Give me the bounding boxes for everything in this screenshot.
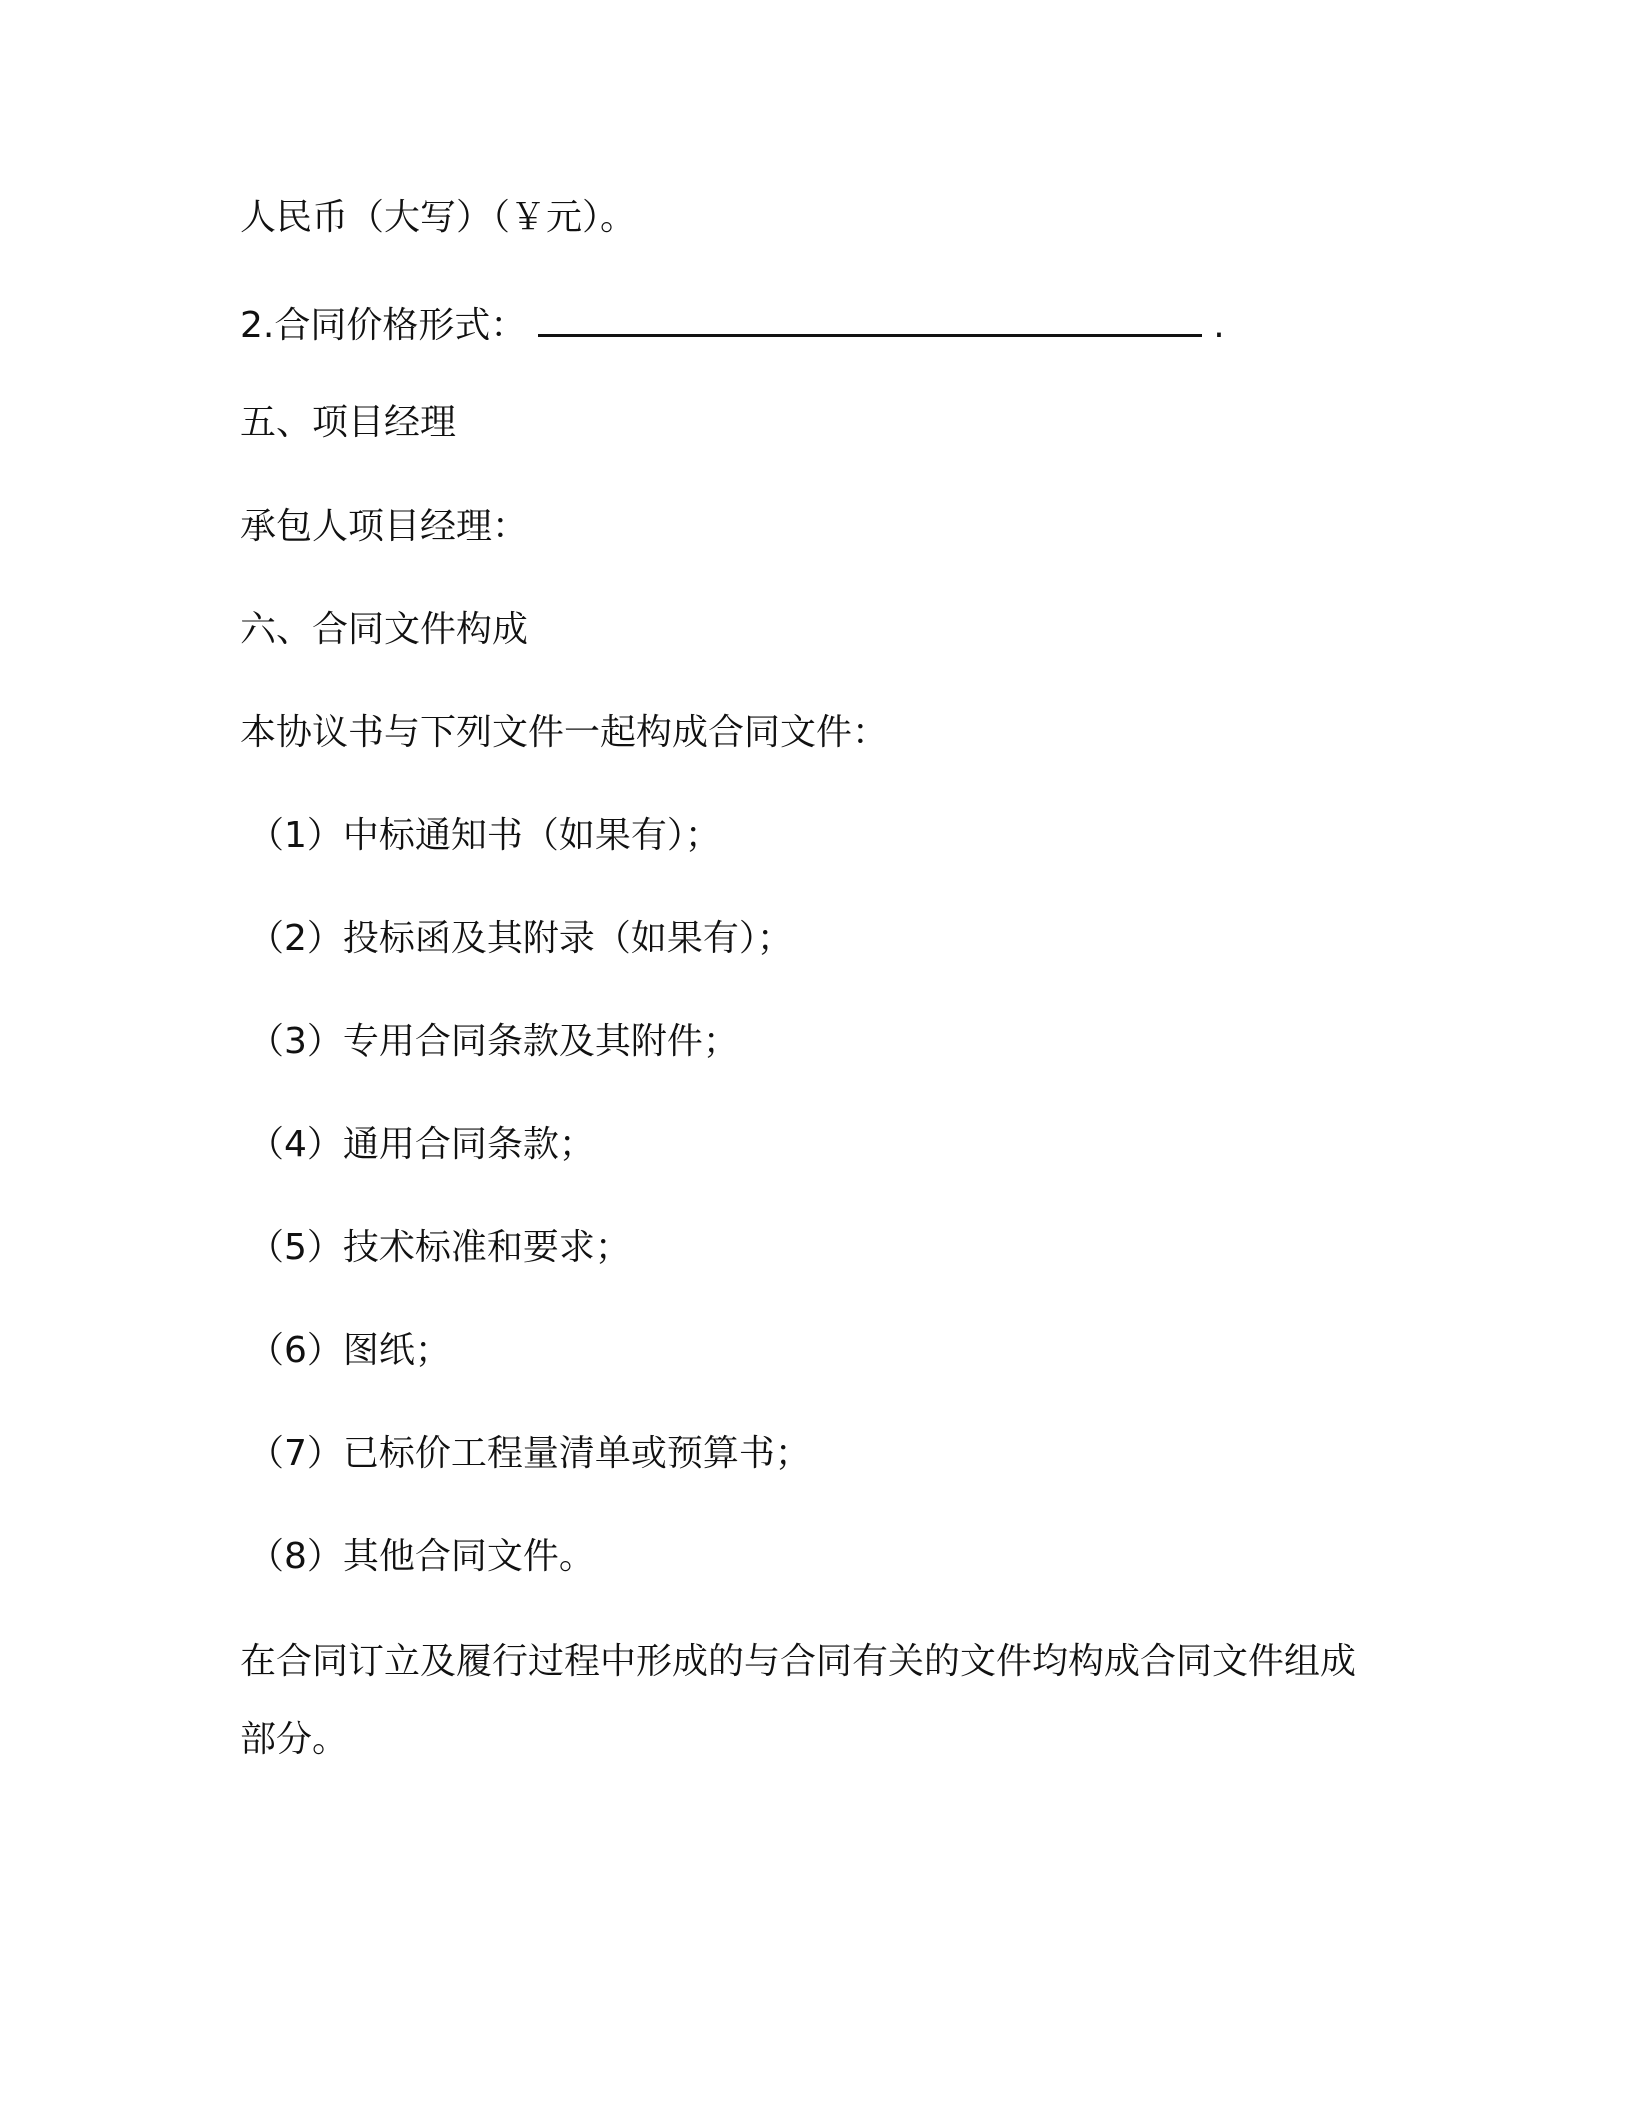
price-form-label: 2.合同价格形式： — [240, 305, 527, 346]
list-item: （2）投标函及其附录（如果有）； — [248, 918, 793, 959]
list-item: （3）专用合同条款及其附件； — [248, 1021, 739, 1062]
contract-amount-line: 人民币（大写）（￥元）。 — [240, 197, 637, 238]
closing-paragraph: 在合同订立及履行过程中形成的与合同有关的文件均构成合同文件组成部分。 — [240, 1641, 1357, 1760]
contractor-manager-label: 承包人项目经理： — [240, 506, 529, 547]
price-form-end-mark: . — [1213, 305, 1225, 346]
list-item: （6）图纸； — [248, 1330, 451, 1371]
section-heading-contract-documents: 六、合同文件构成 — [240, 609, 529, 650]
list-item: （8）其他合同文件。 — [248, 1536, 595, 1577]
list-item: （1）中标通知书（如果有）； — [248, 815, 721, 856]
list-item: （7）已标价工程量清单或预算书； — [248, 1433, 811, 1474]
section-heading-project-manager: 五、项目经理 — [240, 402, 457, 443]
price-form-blank — [538, 302, 1202, 337]
contract-price-form — [240, 302, 1225, 348]
list-item: （5）技术标准和要求； — [248, 1227, 631, 1268]
contract-documents-intro: 本协议书与下列文件一起构成合同文件： — [240, 712, 889, 753]
list-item: （4）通用合同条款； — [248, 1124, 595, 1165]
